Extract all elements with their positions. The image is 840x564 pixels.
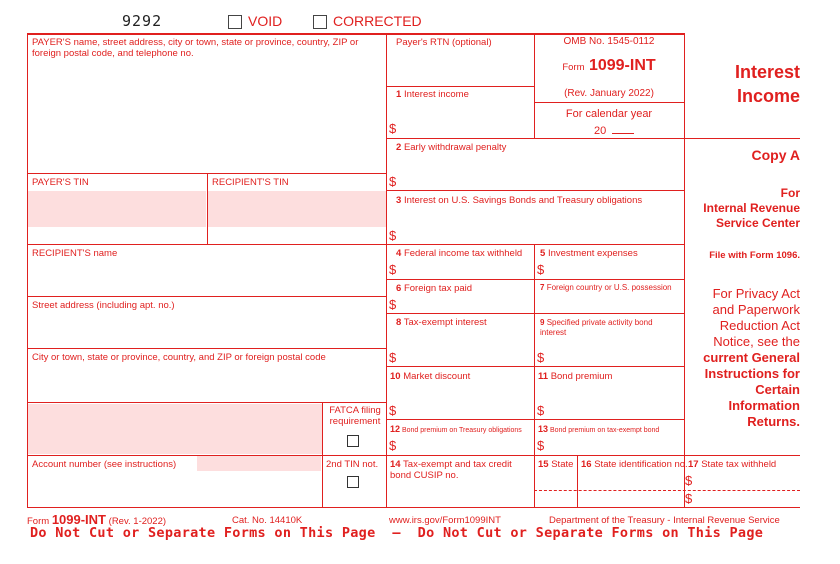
title-interest: Interest (734, 62, 800, 82)
year-prefix: 20 (594, 125, 607, 137)
fatca-label: FATCA filing requirement (329, 405, 381, 427)
void-checkbox[interactable] (228, 15, 242, 29)
for-label: For (780, 186, 800, 200)
void-label: VOID (248, 13, 283, 29)
street-address-label: Street address (including apt. no.) (32, 300, 175, 311)
box4-label: 4 Federal income tax withheld (396, 248, 523, 259)
box12-dollar: $ (389, 438, 397, 453)
box13-label: 13 Bond premium on tax-exempt bond (538, 424, 660, 434)
do-not-cut-warning: Do Not Cut or Separate Forms on This Page — Do Not Cut or Separate Forms on This Page (30, 525, 764, 541)
privacy-notice: For Privacy Act and Paperwork Reduction Act Notice, see the current General Instructions for Certain Information Returns. (703, 286, 800, 429)
box3-label: 3 Interest on U.S. Savings Bonds and Treasury obligations (396, 195, 643, 206)
fatca-checkbox[interactable] (347, 435, 359, 447)
box2-label: 2 Early withdrawal penalty (396, 142, 507, 153)
payer-tin-shade (28, 191, 206, 227)
payer-rtn-label: Payer's RTN (optional) (396, 37, 492, 48)
box6-dollar: $ (389, 297, 397, 312)
year-field[interactable] (594, 125, 634, 137)
box1-label: 1 Interest income (396, 89, 469, 100)
box6-label: 6 Foreign tax paid (396, 283, 473, 294)
form-number-top: 9292 (122, 12, 163, 30)
footer-cat-no: Cat. No. 14410K (232, 515, 303, 526)
corrected-label: CORRECTED (333, 13, 422, 29)
form-title (534, 57, 684, 75)
second-tin-checkbox[interactable] (347, 476, 359, 488)
rev-date: (Rev. January 2022) (564, 88, 654, 99)
box5-dollar: $ (537, 262, 545, 277)
footer-url[interactable]: www.irs.gov/Form1099INT (389, 515, 501, 526)
copy-a-label: Copy A (751, 147, 800, 163)
box7-label: 7 Foreign country or U.S. possession (540, 283, 672, 292)
footer-department: Department of the Treasury - Internal Revenue Service (549, 515, 780, 526)
box12-label: 12 Bond premium on Treasury obligations (390, 424, 522, 434)
form-word: Form (562, 62, 585, 73)
irs-center-line1: Internal Revenue (703, 201, 800, 215)
box4-dollar: $ (389, 262, 397, 277)
form-name: 1099-INT (588, 57, 656, 74)
box11-label: 11 Bond premium (538, 371, 613, 382)
account-number-label: Account number (see instructions) (32, 459, 177, 470)
title-income: Income (736, 86, 800, 106)
calendar-year-label: For calendar year (565, 108, 653, 120)
form-top-border (27, 33, 684, 35)
second-tin-label: 2nd TIN not. (326, 459, 379, 470)
box8-dollar: $ (389, 350, 397, 365)
box8-label: 8 Tax-exempt interest (396, 317, 487, 328)
box17-dollar-1: $ (685, 473, 693, 488)
payer-tin-label: PAYER'S TIN (32, 177, 89, 188)
box14-label: 14 Tax-exempt and tax credit bond CUSIP no. (390, 459, 512, 481)
box10-label: 10 Market discount (390, 371, 471, 382)
irs-center-line2: Service Center (715, 216, 800, 230)
recipient-name-label: RECIPIENT'S name (32, 248, 118, 259)
footer-form-id: Form 1099-INT (Rev. 1-2022) (27, 512, 167, 527)
city-state-label: City or town, state or province, country, and ZIP or foreign postal code (32, 352, 326, 363)
file-with-label: File with Form 1096. (709, 250, 800, 261)
recipient-tin-shade (208, 191, 386, 227)
fatca-shade (28, 404, 322, 454)
box13-dollar: $ (537, 438, 545, 453)
box17-dollar-2: $ (685, 491, 693, 506)
account-shade (197, 456, 321, 471)
box10-dollar: $ (389, 403, 397, 418)
box17-label: 17 State tax withheld (688, 459, 777, 470)
box9-label: 9 Specified private activity bond interest (540, 318, 653, 337)
box9-dollar: $ (537, 350, 545, 365)
box2-dollar: $ (389, 174, 397, 189)
box5-label: 5 Investment expenses (540, 248, 638, 259)
box16-label: 16 State identification no. (581, 459, 688, 470)
box15-label: 15 State (538, 459, 574, 470)
box1-dollar: $ (389, 121, 397, 136)
box11-dollar: $ (537, 403, 545, 418)
recipient-tin-label: RECIPIENT'S TIN (212, 177, 289, 188)
payer-name-label: PAYER'S name, street address, city or town, state or province, country, ZIP or foreign postal code, and telephone no. (32, 37, 359, 59)
box3-dollar: $ (389, 228, 397, 243)
corrected-checkbox[interactable] (313, 15, 327, 29)
omb-number: OMB No. 1545-0112 (563, 36, 655, 47)
